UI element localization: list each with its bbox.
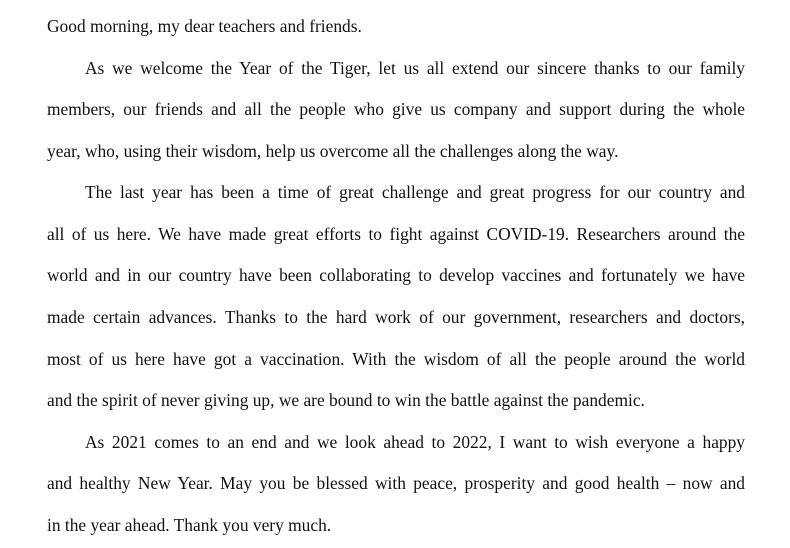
paragraph-3-line-2: and healthy New Year. May you be blessed with peace, prosperity and good health – now and bbox=[47, 473, 745, 493]
paragraph-2-line-3: world and in our country have been collaborating to develop vaccines and fortunately we have bbox=[47, 265, 745, 285]
paragraph-2-line-5: most of us here have got a vaccination. With the wisdom of all the people around the world bbox=[47, 349, 745, 369]
paragraph-1-line-1: As we welcome the Year of the Tiger, let us all extend our sincere thanks to our family bbox=[85, 58, 745, 78]
greeting-line: Good morning, my dear teachers and friends. bbox=[47, 16, 362, 36]
paragraph-3-line-1: As 2021 comes to an end and we look ahead to 2022, I want to wish everyone a happy bbox=[85, 432, 745, 452]
paragraph-2-line-2: all of us here. We have made great efforts to fight against COVID-19. Researchers around the bbox=[47, 224, 745, 244]
paragraph-3-line-3: in the year ahead. Thank you very much. bbox=[47, 515, 332, 535]
paragraph-1-line-2: members, our friends and all the people who give us company and support during the whole bbox=[47, 99, 745, 119]
paragraph-1-line-3: year, who, using their wisdom, help us overcome all the challenges along the way. bbox=[47, 141, 619, 161]
paragraph-2-line-6: and the spirit of never giving up, we are bound to win the battle against the pandemic. bbox=[47, 390, 645, 410]
paragraph-2-line-1: The last year has been a time of great challenge and great progress for our country and bbox=[85, 182, 745, 202]
paragraph-2-line-4: made certain advances. Thanks to the hard work of our government, researchers and doctors, bbox=[47, 307, 745, 327]
